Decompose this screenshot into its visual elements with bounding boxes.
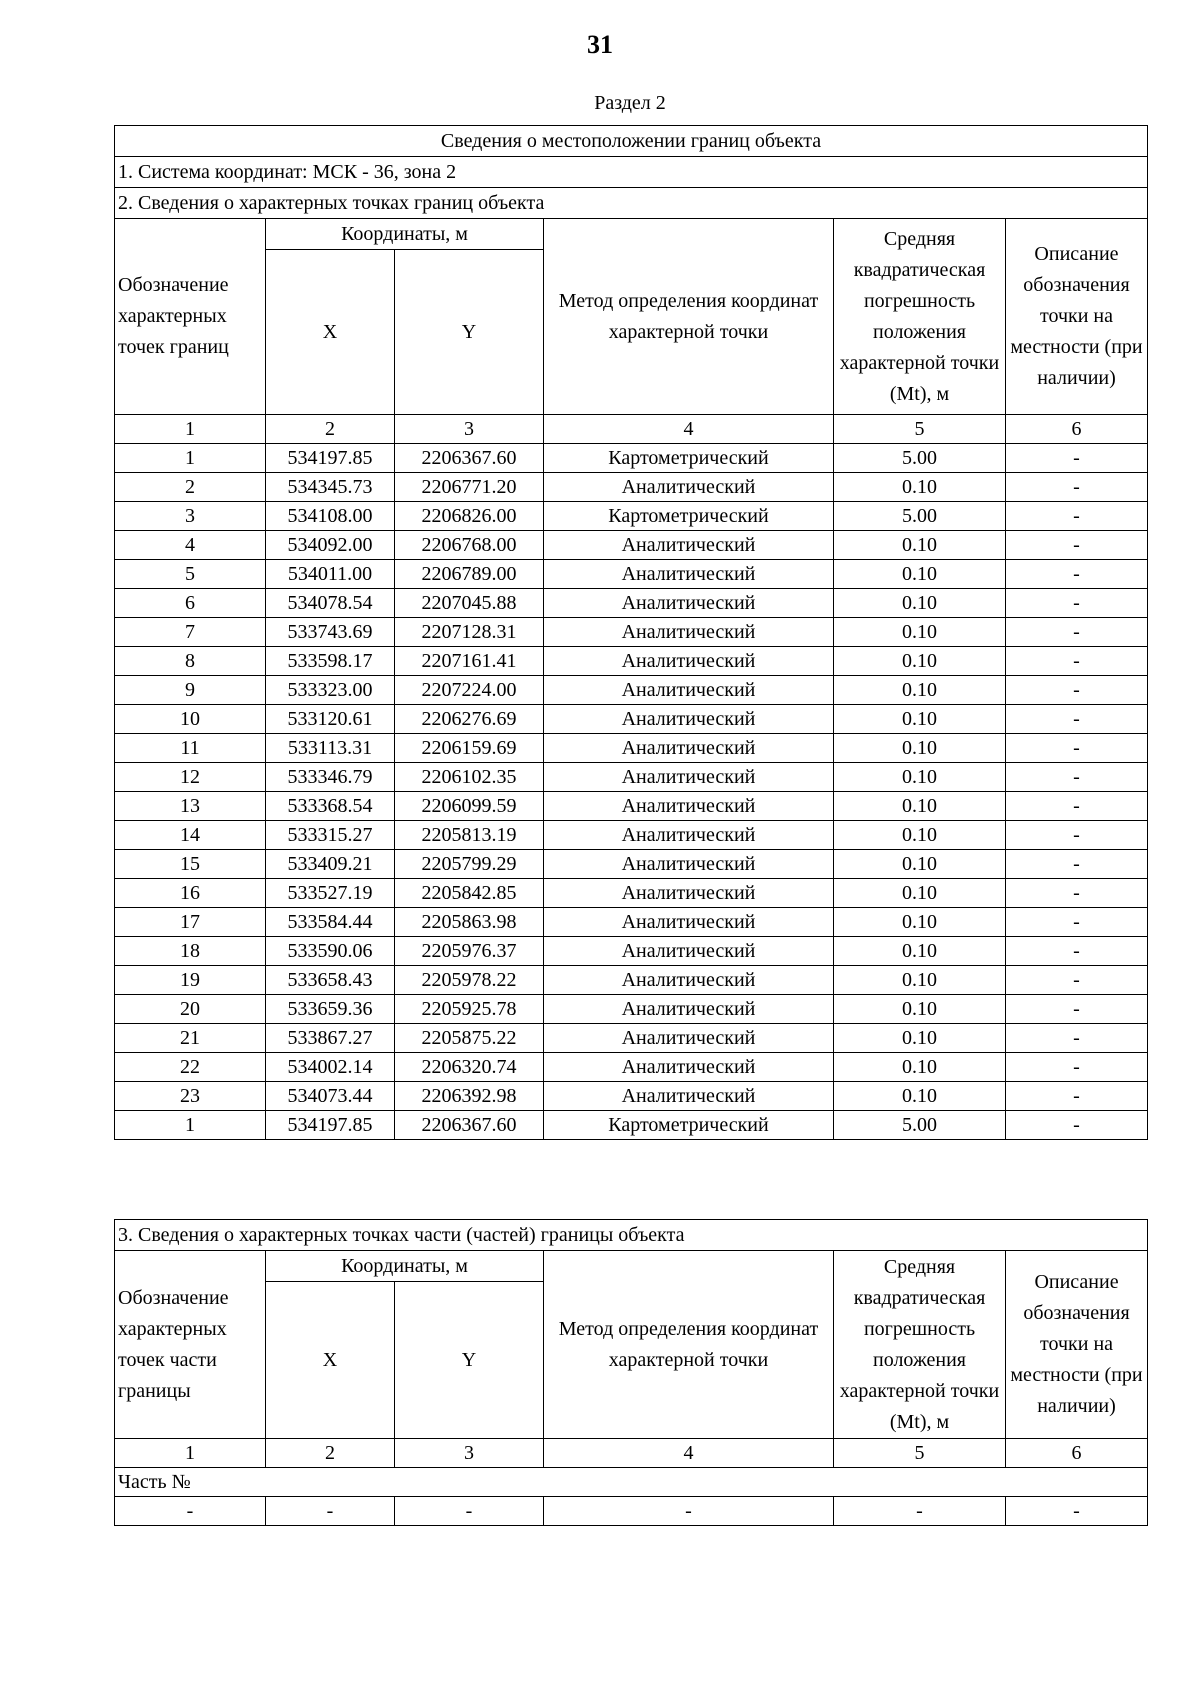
point-y: 2205875.22 — [395, 1024, 544, 1053]
point-number: 19 — [115, 966, 266, 995]
point-method: Аналитический — [544, 879, 834, 908]
point-x: 533658.43 — [266, 966, 395, 995]
point-number: 15 — [115, 850, 266, 879]
point-description: - — [1006, 937, 1148, 966]
point-description: - — [1006, 1053, 1148, 1082]
point-x: 534197.85 — [266, 444, 395, 473]
point-row — [115, 1053, 1148, 1082]
empty-cell: - — [266, 1497, 395, 1526]
point-accuracy: 0.10 — [834, 908, 1006, 937]
point-number: 17 — [115, 908, 266, 937]
point-y: 2206789.00 — [395, 560, 544, 589]
column-number: 2 — [266, 1439, 395, 1468]
point-number: 20 — [115, 995, 266, 1024]
empty-cell: - — [834, 1497, 1006, 1526]
point-accuracy: 0.10 — [834, 647, 1006, 676]
point-method: Аналитический — [544, 705, 834, 734]
point-row — [115, 908, 1148, 937]
point-accuracy: 0.10 — [834, 850, 1006, 879]
point-y: 2205976.37 — [395, 937, 544, 966]
point-x: 533113.31 — [266, 734, 395, 763]
point-number: 4 — [115, 531, 266, 560]
point-row — [115, 879, 1148, 908]
part-col-designation-header: Обозначение характерных точек части границы — [115, 1251, 266, 1439]
column-number: 6 — [1006, 415, 1148, 444]
point-method: Аналитический — [544, 850, 834, 879]
point-number: 18 — [115, 937, 266, 966]
point-method: Аналитический — [544, 908, 834, 937]
point-accuracy: 5.00 — [834, 502, 1006, 531]
col-y-header: Y — [395, 250, 544, 415]
point-x: 533323.00 — [266, 676, 395, 705]
point-x: 533584.44 — [266, 908, 395, 937]
point-description: - — [1006, 705, 1148, 734]
point-method: Аналитический — [544, 995, 834, 1024]
point-y: 2207045.88 — [395, 589, 544, 618]
point-number: 22 — [115, 1053, 266, 1082]
point-row — [115, 937, 1148, 966]
point-description: - — [1006, 995, 1148, 1024]
point-accuracy: 5.00 — [834, 444, 1006, 473]
point-accuracy: 0.10 — [834, 676, 1006, 705]
part-col-description-header: Описание обозначения точки на местности (при наличии) — [1006, 1251, 1148, 1439]
point-description: - — [1006, 821, 1148, 850]
column-number: 3 — [395, 1439, 544, 1468]
column-numbers-row — [115, 415, 1148, 444]
page-number: 31 — [587, 30, 613, 59]
point-x: 534197.85 — [266, 1111, 395, 1140]
point-method: Аналитический — [544, 531, 834, 560]
point-y: 2205978.22 — [395, 966, 544, 995]
point-row — [115, 995, 1148, 1024]
point-description: - — [1006, 763, 1148, 792]
part-empty-row — [115, 1497, 1148, 1526]
point-row — [115, 589, 1148, 618]
column-number: 3 — [395, 415, 544, 444]
point-y: 2206276.69 — [395, 705, 544, 734]
point-x: 534078.54 — [266, 589, 395, 618]
col-method-header: Метод определения координат характерной точки — [544, 219, 834, 415]
point-y: 2206771.20 — [395, 473, 544, 502]
point-number: 7 — [115, 618, 266, 647]
point-y: 2205799.29 — [395, 850, 544, 879]
point-y: 2207161.41 — [395, 647, 544, 676]
col-coordinates-header: Координаты, м — [266, 219, 544, 250]
point-y: 2205813.19 — [395, 821, 544, 850]
point-accuracy: 0.10 — [834, 1082, 1006, 1111]
point-x: 533659.36 — [266, 995, 395, 1024]
point-number: 10 — [115, 705, 266, 734]
point-method: Аналитический — [544, 1082, 834, 1111]
part-boundary-table — [114, 1219, 1148, 1526]
point-accuracy: 0.10 — [834, 705, 1006, 734]
point-number: 11 — [115, 734, 266, 763]
point-number: 12 — [115, 763, 266, 792]
point-description: - — [1006, 1111, 1148, 1140]
point-accuracy: 0.10 — [834, 937, 1006, 966]
point-y: 2205842.85 — [395, 879, 544, 908]
point-description: - — [1006, 1024, 1148, 1053]
point-method: Аналитический — [544, 618, 834, 647]
point-number: 9 — [115, 676, 266, 705]
point-description: - — [1006, 966, 1148, 995]
point-description: - — [1006, 792, 1148, 821]
point-row — [115, 821, 1148, 850]
point-row — [115, 647, 1148, 676]
point-row — [115, 473, 1148, 502]
point-x: 533867.27 — [266, 1024, 395, 1053]
point-method: Аналитический — [544, 937, 834, 966]
point-accuracy: 0.10 — [834, 473, 1006, 502]
point-description: - — [1006, 444, 1148, 473]
point-accuracy: 0.10 — [834, 589, 1006, 618]
point-description: - — [1006, 908, 1148, 937]
point-number: 2 — [115, 473, 266, 502]
point-number: 1 — [115, 1111, 266, 1140]
point-number: 1 — [115, 444, 266, 473]
column-number: 1 — [115, 1439, 266, 1468]
point-description: - — [1006, 473, 1148, 502]
point-method: Аналитический — [544, 1024, 834, 1053]
point-accuracy: 0.10 — [834, 821, 1006, 850]
point-x: 533590.06 — [266, 937, 395, 966]
point-y: 2207224.00 — [395, 676, 544, 705]
point-x: 534092.00 — [266, 531, 395, 560]
empty-cell: - — [1006, 1497, 1148, 1526]
point-number: 13 — [115, 792, 266, 821]
point-row — [115, 734, 1148, 763]
column-number: 1 — [115, 415, 266, 444]
point-description: - — [1006, 879, 1148, 908]
point-number: 6 — [115, 589, 266, 618]
point-x: 534073.44 — [266, 1082, 395, 1111]
point-number: 21 — [115, 1024, 266, 1053]
point-x: 533409.21 — [266, 850, 395, 879]
point-method: Аналитический — [544, 589, 834, 618]
part-col-x-header: X — [266, 1282, 395, 1439]
part-col-y-header: Y — [395, 1282, 544, 1439]
column-number: 6 — [1006, 1439, 1148, 1468]
point-row — [115, 1082, 1148, 1111]
point-method: Аналитический — [544, 473, 834, 502]
point-accuracy: 0.10 — [834, 734, 1006, 763]
point-accuracy: 0.10 — [834, 618, 1006, 647]
point-row — [115, 531, 1148, 560]
empty-cell: - — [544, 1497, 834, 1526]
point-description: - — [1006, 676, 1148, 705]
point-accuracy: 0.10 — [834, 1024, 1006, 1053]
part-label: Часть № — [115, 1468, 1148, 1497]
point-accuracy: 0.10 — [834, 966, 1006, 995]
point-row — [115, 560, 1148, 589]
point-y: 2206826.00 — [395, 502, 544, 531]
point-y: 2205863.98 — [395, 908, 544, 937]
part-col-coordinates-header: Координаты, м — [266, 1251, 544, 1282]
point-method: Аналитический — [544, 763, 834, 792]
part-col-method-header: Метод определения координат характерной точки — [544, 1251, 834, 1439]
point-method: Аналитический — [544, 1053, 834, 1082]
point-method: Аналитический — [544, 676, 834, 705]
point-y: 2206392.98 — [395, 1082, 544, 1111]
point-x: 533368.54 — [266, 792, 395, 821]
point-number: 5 — [115, 560, 266, 589]
point-row — [115, 850, 1148, 879]
point-accuracy: 0.10 — [834, 560, 1006, 589]
point-description: - — [1006, 502, 1148, 531]
point-row — [115, 502, 1148, 531]
point-row — [115, 1024, 1148, 1053]
point-description: - — [1006, 531, 1148, 560]
point-x: 534345.73 — [266, 473, 395, 502]
point-x: 533346.79 — [266, 763, 395, 792]
part-col-accuracy-header: Средняя квадратическая погрешность положения характерной точки (Mt), м — [834, 1251, 1006, 1439]
point-x: 534011.00 — [266, 560, 395, 589]
point-row — [115, 705, 1148, 734]
point-x: 534002.14 — [266, 1053, 395, 1082]
point-row — [115, 966, 1148, 995]
point-method: Аналитический — [544, 734, 834, 763]
point-accuracy: 0.10 — [834, 531, 1006, 560]
point-y: 2206159.69 — [395, 734, 544, 763]
point-y: 2206099.59 — [395, 792, 544, 821]
part-heading: 3. Сведения о характерных точках части (частей) границы объекта — [115, 1220, 1148, 1251]
point-method: Аналитический — [544, 966, 834, 995]
point-row — [115, 1111, 1148, 1140]
point-number: 3 — [115, 502, 266, 531]
point-y: 2207128.31 — [395, 618, 544, 647]
point-accuracy: 0.10 — [834, 879, 1006, 908]
column-number: 2 — [266, 415, 395, 444]
point-row — [115, 763, 1148, 792]
point-accuracy: 0.10 — [834, 763, 1006, 792]
point-accuracy: 0.10 — [834, 995, 1006, 1024]
point-row — [115, 444, 1148, 473]
column-number: 4 — [544, 415, 834, 444]
column-number: 4 — [544, 1439, 834, 1468]
point-x: 534108.00 — [266, 502, 395, 531]
col-accuracy-header: Средняя квадратическая погрешность положения характерной точки (Mt), м — [834, 219, 1006, 415]
col-designation-header: Обозначение характерных точек границ — [115, 219, 266, 415]
point-row — [115, 618, 1148, 647]
point-method: Аналитический — [544, 560, 834, 589]
point-accuracy: 0.10 — [834, 792, 1006, 821]
empty-cell: - — [395, 1497, 544, 1526]
point-description: - — [1006, 734, 1148, 763]
coord-system: 1. Система координат: МСК - 36, зона 2 — [115, 157, 1148, 188]
column-number: 5 — [834, 415, 1006, 444]
point-row — [115, 676, 1148, 705]
point-method: Аналитический — [544, 792, 834, 821]
point-accuracy: 5.00 — [834, 1111, 1006, 1140]
point-description: - — [1006, 560, 1148, 589]
point-x: 533120.61 — [266, 705, 395, 734]
point-row — [115, 792, 1148, 821]
point-accuracy: 0.10 — [834, 1053, 1006, 1082]
points-heading: 2. Сведения о характерных точках границ объекта — [115, 188, 1148, 219]
point-y: 2205925.78 — [395, 995, 544, 1024]
boundary-table — [114, 125, 1148, 1140]
point-number: 8 — [115, 647, 266, 676]
point-y: 2206102.35 — [395, 763, 544, 792]
empty-cell: - — [115, 1497, 266, 1526]
column-number: 5 — [834, 1439, 1006, 1468]
section-label: Раздел 2 — [594, 92, 666, 114]
point-description: - — [1006, 618, 1148, 647]
table-title: Сведения о местоположении границ объекта — [115, 126, 1148, 157]
point-number: 14 — [115, 821, 266, 850]
point-y: 2206768.00 — [395, 531, 544, 560]
col-description-header: Описание обозначения точки на местности (при наличии) — [1006, 219, 1148, 415]
col-x-header: X — [266, 250, 395, 415]
point-method: Аналитический — [544, 647, 834, 676]
point-description: - — [1006, 647, 1148, 676]
point-x: 533315.27 — [266, 821, 395, 850]
part-column-numbers-row — [115, 1439, 1148, 1468]
point-number: 23 — [115, 1082, 266, 1111]
point-description: - — [1006, 1082, 1148, 1111]
point-x: 533743.69 — [266, 618, 395, 647]
point-y: 2206320.74 — [395, 1053, 544, 1082]
point-description: - — [1006, 589, 1148, 618]
point-x: 533598.17 — [266, 647, 395, 676]
point-y: 2206367.60 — [395, 1111, 544, 1140]
point-method: Картометрический — [544, 1111, 834, 1140]
point-y: 2206367.60 — [395, 444, 544, 473]
point-number: 16 — [115, 879, 266, 908]
point-method: Картометрический — [544, 444, 834, 473]
point-method: Картометрический — [544, 502, 834, 531]
point-method: Аналитический — [544, 821, 834, 850]
point-x: 533527.19 — [266, 879, 395, 908]
point-description: - — [1006, 850, 1148, 879]
